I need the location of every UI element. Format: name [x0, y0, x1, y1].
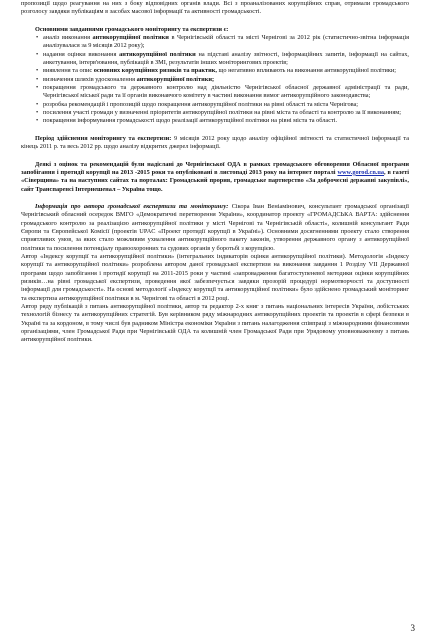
task-item	[21, 109, 409, 117]
task-item	[21, 117, 409, 125]
task-item	[21, 51, 409, 68]
sent-paragraph	[21, 161, 409, 194]
sent-part2: , в газеті «Сіверщина» та на наступних сайтах та порталах: Громадський прорив, громадське партнерство «За доброчесні державні закупівлі», сайт Транспаренсі Інтернешенал – Україна тощо.	[21, 168, 409, 193]
task-item	[21, 34, 409, 51]
author-paragraph-2: Автор «Індексу корупції та антикорупційної політики» (інтегральних індикаторів оцінки антикорупційної політики). Методологія «Індексу корупції та антикорупційної політики» розроблена автором даної громадської експертизи на виконання завдання 1 Розділу VII Державної програми щодо запобігання і протидії корупції на 2011-2015 роки у частині «запровадження багатоступеневої методики оцінки корупційних ризиків…на рівні громадської експертизи, проведення якої забезпечується завдяки прозорій процедурі нормотворчості та доступності інформації для громадськості». На основі методології «Індексу корупції та антикорупційної політики» було здійснено громадський моніторинг та експертиза антикорупційної політики в м. Чернігові та області в 2012 році.	[21, 252, 409, 302]
task-item	[21, 76, 409, 84]
task-item-text: покращення громадського та державного контролю над діяльністю Чернігівської обласної державної адміністрації та ради, Чернігівської міської ради та її органів виконавчого комітету в частині виконання вимог антикорупційного законодавства;	[43, 84, 409, 100]
task-item	[21, 67, 409, 75]
period-text: 9 місяців 2012 року щодо аналізу офіційної звітності та статистичної інформації та кінець 2011 р. та весь 2012 рр. щодо аналізу відкритих джерел інформації.	[21, 134, 410, 151]
task-item-text: надання оцінки виконання	[43, 50, 120, 58]
task-item-text: на підставі аналізу звітності, інформаційних запитів, інформації на сайтах, анкетування, інтерв'ювання, публікацій в ЗМІ, результатів інших моніторингових проектів;	[43, 50, 410, 67]
tasks-list	[21, 34, 409, 126]
task-item-text: в Чернігівській області та місті Чернігові за 2012 рік (статистично-звітна інформація аналізувалася за 9 місяців 2012 року);	[43, 34, 409, 50]
task-item-text: покращення інформування громадськості щодо реалізації антикорупційної політики на рівні міста та області.	[43, 117, 338, 125]
task-item-bold: антикорупційної політики;	[136, 75, 215, 83]
task-item-text: визначення шляхів удосконалення	[43, 75, 137, 83]
sent-part1: Деякі з оцінок та рекомендацій були надіслані до Чернігівської ОДА в рамках громадського обговорення Обласної програми запобігання і протидії корупції на 2013 -2015 роки та опубліковані в листопаді 2013 року на інтернет порталі	[21, 160, 409, 176]
period-label: Період здійснення моніторингу та експертизи:	[35, 134, 172, 142]
task-item	[21, 101, 409, 109]
intro-paragraph: пропозиції щодо реагування на них з боку відповідних органів влади. Всі з проаналізованих корупційних справ, отримали громадського розголосу завдяки публікаціям в засобах масової інформації та активності громадськості.	[21, 0, 409, 16]
task-item-text: аналіз виконання	[43, 34, 93, 42]
task-item-text: розробка рекомендацій і пропозицій щодо покращення антикорупційної політики на рівні області та міста Чернігова;	[43, 100, 359, 108]
author-paragraph-3: Автор ряду публікацій з питань антикорупційної політики, автор та редактор 2-х книг з питань національних інтересів України, лобістських технологій бізнесу та антикорупційних стратегій. Був керівником ряду міжнародних антикорупційних проектів та проектів в сфері безпеки в Україні та за кордоном, в тому числі був радником Міністра економіки України з питань налагодження співпраці з міжнародними фінансовими організаціями, член Громадської Ради при Чернігівській ОДА та колишній член Громадської Ради при Урядовому уповноваженому з питань антикорупційної політики.	[21, 303, 409, 344]
page-number: 3	[410, 623, 415, 633]
task-item-text: посилення участі громади у визначенні пріоритетів антикорупційної політики на рівні міста та області та контролю за її виконанням;	[43, 109, 402, 117]
author-text-1: Сікора Іван Веніамінович, консультант громадської організації Чернігівський обласний осередок ВМГО «Демократичні перетворення України», координатор проекту «ГРОМАДСЬКА ВАРТА: здійснення громадського контролю за реалізацією антикорупційної політики у місті Чернігові та Чернігівській області», колишній консультант Ради Європи та Європейської Комісії (проектів UPAC «Проект протидії корупції в Україні»). Основними досягненнями проекту стало створення сприятливих умов, за яких стало можливим ухвалення антикорупційного пакету законів, утворення державного органу з антикорупційної політики та посилення потенціалу правоохоронних та судових органів у боротьбі з корупцією.	[21, 202, 410, 252]
gorod-link[interactable]: www.gorod.cn.ua	[337, 168, 385, 176]
task-item-bold: основних корупційних ризиків та практик,	[93, 67, 217, 75]
period-paragraph	[21, 135, 409, 152]
task-item-bold: антикорупційної політики	[119, 50, 196, 58]
tasks-heading: Основними завданнями громадського моніторингу та експертизи є:	[35, 25, 229, 33]
task-item-text: виявлення та опис	[43, 67, 94, 75]
task-item	[21, 84, 409, 101]
author-label: Інформація про автора громадської експертизи та моніторингу:	[35, 202, 229, 210]
task-item-bold: антикорупційної політики	[92, 34, 169, 42]
author-paragraph-1	[21, 203, 409, 253]
document-page	[21, 0, 409, 345]
task-item-text: що негативно впливають на виконання антикорупційної політики;	[216, 67, 397, 75]
